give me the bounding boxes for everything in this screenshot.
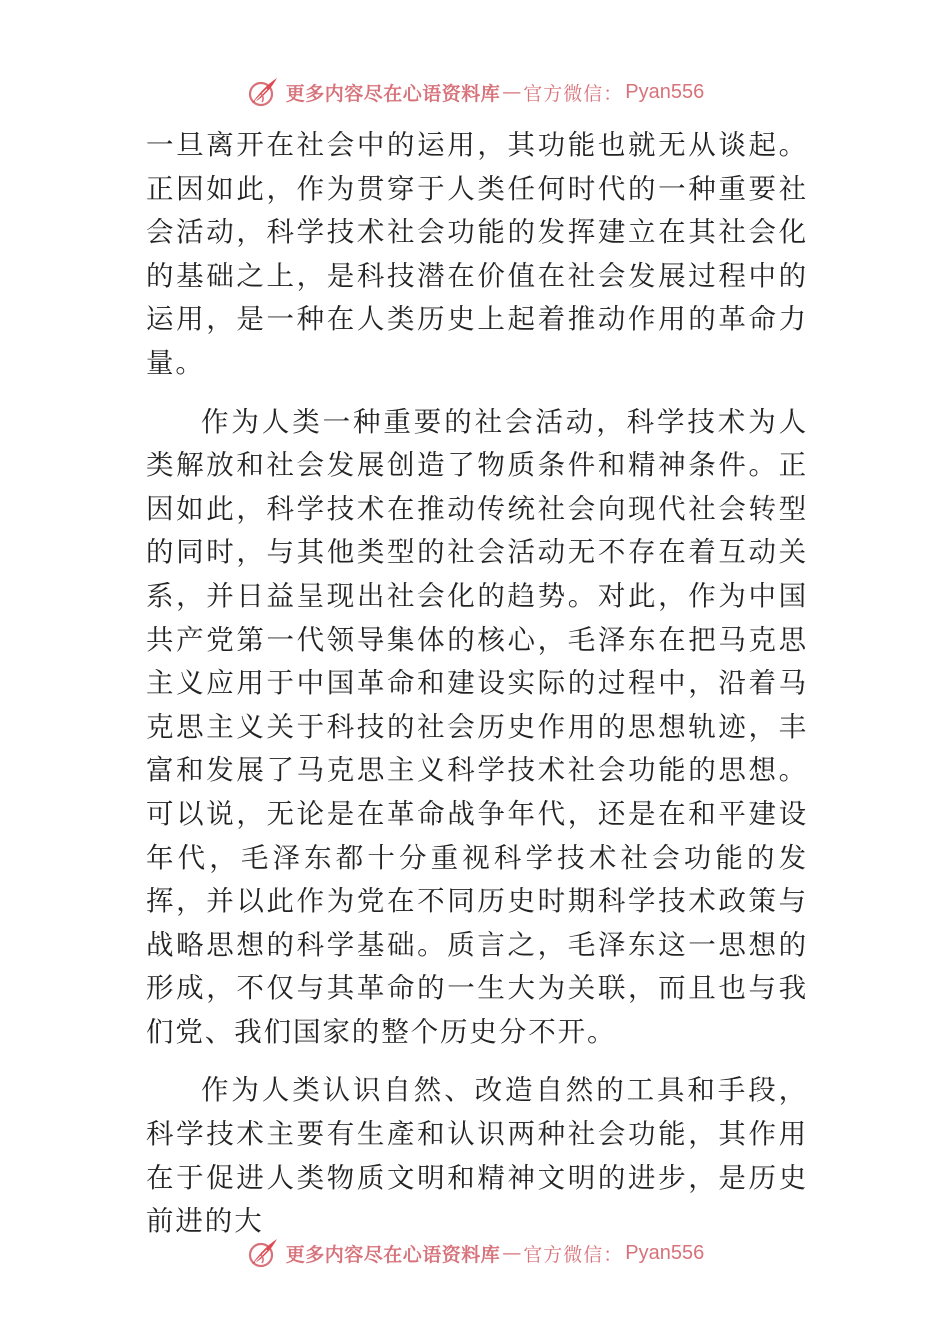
footer-banner	[0, 1233, 950, 1273]
document-body	[146, 124, 808, 1244]
body-paragraph-2: 作为人类一种重要的社会活动，科学技术为人类解放和社会发展创造了物质条件和精神条件。正因如此，科学技术在推动传统社会向现代社会转型的同时，与其他类型的社会活动无不存在着互动关系，并日益呈现出社会化的趋势。对此，作为中国共产党第一代领导集体的核心，毛泽东在把马克思主义应用于中国革命和建设实际的过程中，沿着马克思主义关于科技的社会历史作用的思想轨迹，丰富和发展了马克思主义科学技术社会功能的思想。可以说，无论是在革命战争年代，还是在和平建设年代，毛泽东都十分重视科学技术社会功能的发挥，并以此作为党在不同历史时期科学技术政策与战略思想的科学基础。质言之，毛泽东这一思想的形成，不仅与其革命的一生大为关联，而且也与我们党、我们国家的整个历史分不开。	[146, 405, 808, 1048]
banner-brand-text: 更多内容尽在心语资料库	[285, 1243, 501, 1266]
banner-wechat-label: 官方微信：	[523, 1243, 624, 1266]
banner-wechat-id: Pyan556	[625, 80, 705, 103]
quill-logo-icon	[246, 1236, 280, 1270]
banner-dash: —	[502, 81, 522, 103]
banner-dash: —	[502, 1242, 522, 1264]
header-banner	[0, 72, 950, 112]
body-paragraph-3: 作为人类认识自然、改造自然的工具和手段，科学技术主要有生產和认识两种社会功能，其作用在于促进人类物质文明和精神文明的进步，是历史前进的大	[146, 1074, 808, 1238]
quill-logo-icon	[246, 75, 280, 109]
banner-wechat-id: Pyan556	[625, 1241, 705, 1264]
banner-wechat-label: 官方微信：	[523, 82, 624, 105]
body-paragraph-1: 一旦离开在社会中的运用，其功能也就无从谈起。正因如此，作为贯穿于人类任何时代的一种重要社会活动，科学技术社会功能的发挥建立在其社会化的基础之上，是科技潜在价值在社会发展过程中的运用，是一种在人类历史上起着推动作用的革命力量。	[146, 129, 808, 379]
banner-brand-text: 更多内容尽在心语资料库	[285, 82, 501, 105]
